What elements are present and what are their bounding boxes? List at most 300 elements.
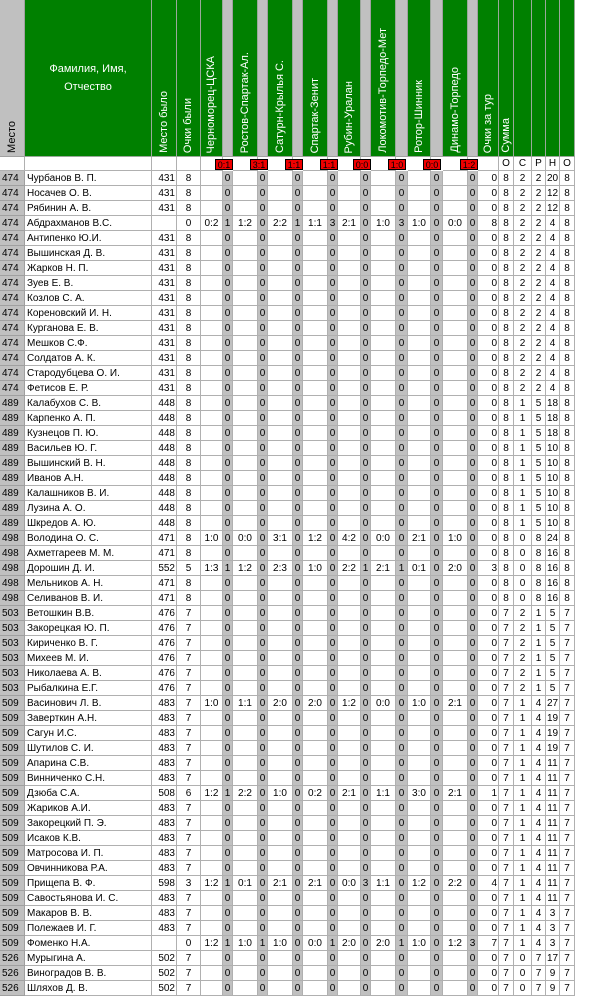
header-blank[interactable] bbox=[560, 0, 575, 157]
row-match-points[interactable]: 0 bbox=[361, 951, 371, 966]
match-result-6[interactable]: 1:0 bbox=[388, 159, 406, 170]
row-prediction[interactable] bbox=[408, 306, 431, 321]
row-prediction[interactable] bbox=[303, 231, 328, 246]
row-sum[interactable]: 8 bbox=[499, 261, 514, 276]
row-match-points[interactable]: 0 bbox=[396, 711, 408, 726]
row-prediction[interactable] bbox=[233, 366, 258, 381]
row-stat[interactable]: 7 bbox=[560, 816, 575, 831]
row-prediction[interactable]: 1:0 bbox=[201, 696, 223, 711]
row-prediction[interactable] bbox=[201, 471, 223, 486]
row-prediction[interactable] bbox=[268, 441, 293, 456]
row-match-points[interactable]: 0 bbox=[293, 561, 303, 576]
row-match-points[interactable]: 0 bbox=[468, 981, 478, 996]
row-prediction[interactable] bbox=[443, 741, 468, 756]
row-sum[interactable]: 7 bbox=[499, 786, 514, 801]
row-match-points[interactable]: 0 bbox=[468, 786, 478, 801]
row-match-points[interactable]: 0 bbox=[361, 591, 371, 606]
row-match-points[interactable]: 0 bbox=[223, 696, 233, 711]
row-match-points[interactable]: 0 bbox=[468, 336, 478, 351]
row-place-was[interactable]: 448 bbox=[152, 411, 177, 426]
row-match-points[interactable]: 0 bbox=[361, 501, 371, 516]
row-prediction[interactable] bbox=[371, 891, 396, 906]
row-prediction[interactable] bbox=[408, 891, 431, 906]
row-stat[interactable]: 1 bbox=[514, 456, 532, 471]
row-sum[interactable]: 7 bbox=[499, 681, 514, 696]
row-prediction[interactable] bbox=[371, 966, 396, 981]
row-prediction[interactable] bbox=[268, 801, 293, 816]
row-stat[interactable]: 2 bbox=[532, 201, 546, 216]
row-sum[interactable]: 7 bbox=[499, 966, 514, 981]
row-place-was[interactable]: 471 bbox=[152, 591, 177, 606]
row-prediction[interactable] bbox=[408, 396, 431, 411]
row-match-points[interactable]: 0 bbox=[361, 516, 371, 531]
row-match-points[interactable]: 0 bbox=[293, 981, 303, 996]
row-stat[interactable]: 1 bbox=[514, 861, 532, 876]
row-place-was[interactable]: 448 bbox=[152, 516, 177, 531]
row-match-points[interactable]: 0 bbox=[468, 831, 478, 846]
row-prediction[interactable] bbox=[233, 471, 258, 486]
match-result-5[interactable]: 0:0 bbox=[353, 159, 371, 170]
row-match-points[interactable]: 0 bbox=[468, 276, 478, 291]
row-sum[interactable]: 7 bbox=[499, 816, 514, 831]
row-match-points[interactable]: 0 bbox=[396, 231, 408, 246]
row-place-was[interactable]: 483 bbox=[152, 831, 177, 846]
row-prediction[interactable] bbox=[408, 606, 431, 621]
row-prediction[interactable] bbox=[201, 591, 223, 606]
row-match-points[interactable]: 0 bbox=[431, 531, 443, 546]
row-prediction[interactable] bbox=[443, 951, 468, 966]
row-prediction[interactable] bbox=[268, 486, 293, 501]
subheader-blank[interactable] bbox=[152, 157, 177, 171]
row-match-points[interactable]: 0 bbox=[431, 636, 443, 651]
row-match-points[interactable]: 0 bbox=[468, 291, 478, 306]
row-match-points[interactable]: 0 bbox=[396, 726, 408, 741]
header-match-points-7[interactable] bbox=[431, 0, 443, 157]
row-prediction[interactable] bbox=[201, 276, 223, 291]
row-points-were[interactable]: 7 bbox=[177, 816, 201, 831]
row-match-points[interactable]: 0 bbox=[361, 471, 371, 486]
row-prediction[interactable] bbox=[303, 246, 328, 261]
row-prediction[interactable] bbox=[201, 351, 223, 366]
header-sum[interactable] bbox=[499, 0, 514, 157]
row-place[interactable]: 503 bbox=[0, 621, 25, 636]
row-match-points[interactable]: 0 bbox=[328, 351, 338, 366]
row-match-points[interactable]: 0 bbox=[258, 636, 268, 651]
row-prediction[interactable] bbox=[371, 231, 396, 246]
row-prediction[interactable] bbox=[443, 666, 468, 681]
row-stat[interactable]: 5 bbox=[532, 486, 546, 501]
row-match-points[interactable]: 0 bbox=[223, 411, 233, 426]
row-match-points[interactable]: 0 bbox=[223, 681, 233, 696]
row-place[interactable]: 474 bbox=[0, 216, 25, 231]
row-match-points[interactable]: 0 bbox=[328, 741, 338, 756]
row-prediction[interactable] bbox=[338, 846, 361, 861]
row-prediction[interactable] bbox=[201, 831, 223, 846]
row-stat[interactable]: 2 bbox=[514, 366, 532, 381]
row-tour-points[interactable]: 0 bbox=[478, 456, 499, 471]
row-prediction[interactable] bbox=[303, 756, 328, 771]
row-prediction[interactable]: 0:0 bbox=[443, 216, 468, 231]
row-name[interactable]: Зуев Е. В. bbox=[25, 276, 152, 291]
row-match-points[interactable]: 0 bbox=[468, 606, 478, 621]
row-prediction[interactable] bbox=[338, 606, 361, 621]
row-match-points[interactable]: 0 bbox=[328, 621, 338, 636]
row-match-points[interactable]: 0 bbox=[431, 666, 443, 681]
row-place[interactable]: 474 bbox=[0, 276, 25, 291]
row-place-was[interactable]: 476 bbox=[152, 606, 177, 621]
row-prediction[interactable] bbox=[371, 306, 396, 321]
row-match-points[interactable]: 0 bbox=[293, 771, 303, 786]
row-place-was[interactable]: 598 bbox=[152, 876, 177, 891]
row-place-was[interactable]: 483 bbox=[152, 801, 177, 816]
header-name[interactable]: Фамилия, Имя, Отчество bbox=[25, 0, 152, 157]
row-points-were[interactable]: 5 bbox=[177, 561, 201, 576]
row-match-points[interactable]: 0 bbox=[431, 516, 443, 531]
row-match-points[interactable]: 0 bbox=[431, 621, 443, 636]
row-place[interactable]: 489 bbox=[0, 471, 25, 486]
row-match-points[interactable]: 0 bbox=[223, 666, 233, 681]
row-prediction[interactable] bbox=[233, 336, 258, 351]
row-match-points[interactable]: 0 bbox=[431, 591, 443, 606]
row-match-points[interactable]: 0 bbox=[468, 921, 478, 936]
row-match-points[interactable]: 0 bbox=[223, 861, 233, 876]
row-prediction[interactable] bbox=[338, 411, 361, 426]
row-match-points[interactable]: 0 bbox=[396, 531, 408, 546]
row-prediction[interactable]: 2:2 bbox=[268, 216, 293, 231]
row-place[interactable]: 474 bbox=[0, 381, 25, 396]
row-prediction[interactable] bbox=[408, 576, 431, 591]
row-prediction[interactable] bbox=[338, 171, 361, 186]
row-prediction[interactable] bbox=[338, 381, 361, 396]
row-stat[interactable]: 7 bbox=[560, 951, 575, 966]
row-prediction[interactable] bbox=[303, 456, 328, 471]
row-prediction[interactable] bbox=[201, 381, 223, 396]
row-prediction[interactable] bbox=[443, 426, 468, 441]
row-match-points[interactable]: 0 bbox=[328, 291, 338, 306]
row-match-points[interactable]: 0 bbox=[396, 576, 408, 591]
row-prediction[interactable] bbox=[233, 906, 258, 921]
row-place-was[interactable]: 431 bbox=[152, 306, 177, 321]
row-prediction[interactable] bbox=[201, 201, 223, 216]
row-name[interactable]: Карпенко А. П. bbox=[25, 411, 152, 426]
row-stat[interactable]: 7 bbox=[532, 966, 546, 981]
row-place-was[interactable]: 483 bbox=[152, 921, 177, 936]
row-name[interactable]: Шляхов Д. В. bbox=[25, 981, 152, 996]
row-prediction[interactable] bbox=[201, 411, 223, 426]
row-match-points[interactable]: 0 bbox=[223, 741, 233, 756]
row-match-points[interactable]: 0 bbox=[468, 846, 478, 861]
row-stat[interactable]: 7 bbox=[560, 621, 575, 636]
row-match-points[interactable]: 0 bbox=[223, 186, 233, 201]
row-sum[interactable]: 8 bbox=[499, 321, 514, 336]
row-points-were[interactable]: 7 bbox=[177, 891, 201, 906]
row-match-points[interactable]: 0 bbox=[293, 306, 303, 321]
row-prediction[interactable] bbox=[443, 486, 468, 501]
row-prediction[interactable]: 1:2 bbox=[201, 936, 223, 951]
row-match-points[interactable]: 0 bbox=[396, 186, 408, 201]
row-sum[interactable]: 8 bbox=[499, 381, 514, 396]
row-prediction[interactable] bbox=[338, 771, 361, 786]
stat-label[interactable]: О bbox=[560, 157, 575, 171]
row-points-were[interactable]: 8 bbox=[177, 261, 201, 276]
row-points-were[interactable]: 7 bbox=[177, 741, 201, 756]
row-prediction[interactable] bbox=[371, 921, 396, 936]
row-prediction[interactable] bbox=[201, 861, 223, 876]
row-prediction[interactable] bbox=[201, 966, 223, 981]
row-prediction[interactable] bbox=[443, 861, 468, 876]
row-match-points[interactable]: 0 bbox=[223, 891, 233, 906]
row-prediction[interactable]: 2:2 bbox=[338, 561, 361, 576]
row-match-points[interactable]: 0 bbox=[396, 471, 408, 486]
row-prediction[interactable] bbox=[268, 411, 293, 426]
row-prediction[interactable] bbox=[338, 351, 361, 366]
row-match-points[interactable]: 0 bbox=[223, 246, 233, 261]
row-match-points[interactable]: 0 bbox=[258, 261, 268, 276]
row-prediction[interactable]: 1:3 bbox=[201, 561, 223, 576]
row-prediction[interactable] bbox=[443, 651, 468, 666]
row-prediction[interactable] bbox=[303, 171, 328, 186]
row-points-were[interactable]: 7 bbox=[177, 726, 201, 741]
row-match-points[interactable]: 3 bbox=[328, 216, 338, 231]
row-match-points[interactable]: 0 bbox=[361, 321, 371, 336]
row-sum[interactable]: 7 bbox=[499, 876, 514, 891]
row-stat[interactable]: 10 bbox=[547, 443, 559, 454]
row-prediction[interactable] bbox=[268, 246, 293, 261]
row-stat[interactable]: 1 bbox=[514, 441, 532, 456]
row-sum[interactable]: 7 bbox=[499, 906, 514, 921]
row-match-points[interactable]: 0 bbox=[361, 291, 371, 306]
row-match-points[interactable]: 1 bbox=[223, 936, 233, 951]
row-prediction[interactable] bbox=[303, 366, 328, 381]
row-place[interactable]: 489 bbox=[0, 441, 25, 456]
row-match-points[interactable]: 0 bbox=[293, 741, 303, 756]
row-prediction[interactable] bbox=[303, 591, 328, 606]
row-place[interactable]: 498 bbox=[0, 561, 25, 576]
row-place-was[interactable]: 431 bbox=[152, 186, 177, 201]
row-place[interactable]: 474 bbox=[0, 321, 25, 336]
row-prediction[interactable] bbox=[303, 816, 328, 831]
row-match-points[interactable]: 0 bbox=[431, 426, 443, 441]
row-stat[interactable]: 7 bbox=[560, 741, 575, 756]
row-sum[interactable]: 8 bbox=[499, 591, 514, 606]
row-match-points[interactable]: 0 bbox=[431, 486, 443, 501]
row-prediction[interactable] bbox=[408, 726, 431, 741]
row-prediction[interactable] bbox=[233, 681, 258, 696]
row-name[interactable]: Фетисов Е. Р. bbox=[25, 381, 152, 396]
row-prediction[interactable] bbox=[201, 246, 223, 261]
row-prediction[interactable] bbox=[338, 621, 361, 636]
row-stat[interactable]: 1 bbox=[514, 516, 532, 531]
row-prediction[interactable] bbox=[338, 456, 361, 471]
row-prediction[interactable] bbox=[233, 651, 258, 666]
row-place[interactable]: 503 bbox=[0, 651, 25, 666]
row-match-points[interactable]: 0 bbox=[223, 516, 233, 531]
row-match-points[interactable]: 0 bbox=[468, 231, 478, 246]
row-place[interactable]: 509 bbox=[0, 831, 25, 846]
row-prediction[interactable] bbox=[268, 666, 293, 681]
row-match-points[interactable]: 0 bbox=[293, 261, 303, 276]
row-sum[interactable]: 8 bbox=[499, 171, 514, 186]
row-match-points[interactable]: 0 bbox=[223, 381, 233, 396]
row-match-points[interactable]: 0 bbox=[431, 576, 443, 591]
row-sum[interactable]: 8 bbox=[499, 276, 514, 291]
row-tour-points[interactable]: 0 bbox=[478, 606, 499, 621]
row-name[interactable]: Носачев О. В. bbox=[25, 186, 152, 201]
row-prediction[interactable] bbox=[201, 711, 223, 726]
row-prediction[interactable] bbox=[371, 741, 396, 756]
row-match-points[interactable]: 0 bbox=[468, 501, 478, 516]
row-stat[interactable]: 5 bbox=[532, 471, 546, 486]
row-match-points[interactable]: 0 bbox=[293, 936, 303, 951]
row-stat[interactable]: 4 bbox=[532, 786, 546, 801]
row-stat[interactable]: 4 bbox=[532, 936, 546, 951]
row-sum[interactable]: 7 bbox=[499, 741, 514, 756]
row-prediction[interactable] bbox=[338, 501, 361, 516]
row-points-were[interactable]: 7 bbox=[177, 906, 201, 921]
row-match-points[interactable]: 0 bbox=[396, 201, 408, 216]
row-stat[interactable]: 1 bbox=[514, 906, 532, 921]
row-place-was[interactable]: 431 bbox=[152, 351, 177, 366]
row-prediction[interactable] bbox=[338, 546, 361, 561]
row-prediction[interactable] bbox=[233, 486, 258, 501]
row-match-points[interactable]: 0 bbox=[361, 636, 371, 651]
row-name[interactable]: Жарков Н. П. bbox=[25, 261, 152, 276]
row-stat[interactable]: 8 bbox=[560, 261, 575, 276]
row-prediction[interactable] bbox=[443, 351, 468, 366]
row-match-points[interactable]: 0 bbox=[431, 891, 443, 906]
header-match-6[interactable] bbox=[371, 0, 396, 157]
row-stat[interactable]: 1 bbox=[514, 396, 532, 411]
row-match-points[interactable]: 0 bbox=[258, 396, 268, 411]
row-name[interactable]: Селиванов В. И. bbox=[25, 591, 152, 606]
row-name[interactable]: Мельников А. Н. bbox=[25, 576, 152, 591]
row-match-points[interactable]: 0 bbox=[293, 816, 303, 831]
row-match-points[interactable]: 0 bbox=[258, 471, 268, 486]
row-place-was[interactable]: 508 bbox=[152, 786, 177, 801]
row-prediction[interactable] bbox=[371, 291, 396, 306]
row-stat[interactable]: 2 bbox=[514, 216, 532, 231]
row-name[interactable]: Николаева А. В. bbox=[25, 666, 152, 681]
row-prediction[interactable] bbox=[268, 456, 293, 471]
row-place[interactable]: 509 bbox=[0, 756, 25, 771]
row-prediction[interactable] bbox=[371, 471, 396, 486]
row-stat[interactable]: 19 bbox=[547, 728, 559, 739]
row-tour-points[interactable]: 0 bbox=[478, 591, 499, 606]
row-sum[interactable]: 7 bbox=[499, 636, 514, 651]
row-stat[interactable]: 2 bbox=[514, 321, 532, 336]
row-match-points[interactable]: 0 bbox=[361, 261, 371, 276]
row-prediction[interactable] bbox=[443, 576, 468, 591]
row-stat[interactable]: 5 bbox=[532, 441, 546, 456]
row-place-was[interactable]: 431 bbox=[152, 336, 177, 351]
row-prediction[interactable] bbox=[268, 741, 293, 756]
row-tour-points[interactable]: 0 bbox=[478, 186, 499, 201]
row-match-points[interactable]: 0 bbox=[431, 861, 443, 876]
row-match-points[interactable]: 0 bbox=[431, 561, 443, 576]
row-place[interactable]: 489 bbox=[0, 501, 25, 516]
row-place-was[interactable]: 483 bbox=[152, 891, 177, 906]
row-match-points[interactable]: 0 bbox=[258, 651, 268, 666]
row-prediction[interactable] bbox=[338, 516, 361, 531]
row-stat[interactable]: 8 bbox=[560, 501, 575, 516]
row-match-points[interactable]: 0 bbox=[223, 756, 233, 771]
row-match-points[interactable]: 0 bbox=[361, 546, 371, 561]
row-match-points[interactable]: 0 bbox=[223, 426, 233, 441]
row-stat[interactable]: 11 bbox=[546, 831, 560, 846]
row-prediction[interactable] bbox=[408, 471, 431, 486]
row-stat[interactable]: 2 bbox=[514, 246, 532, 261]
row-sum[interactable]: 8 bbox=[499, 441, 514, 456]
header-match-points-8[interactable] bbox=[468, 0, 478, 157]
row-stat[interactable]: 16 bbox=[547, 593, 559, 604]
row-match-points[interactable]: 0 bbox=[468, 531, 478, 546]
row-place[interactable]: 526 bbox=[0, 981, 25, 996]
row-match-points[interactable]: 0 bbox=[293, 966, 303, 981]
row-match-points[interactable]: 0 bbox=[258, 291, 268, 306]
row-points-were[interactable]: 8 bbox=[177, 411, 201, 426]
row-prediction[interactable] bbox=[268, 846, 293, 861]
row-stat[interactable]: 2 bbox=[514, 336, 532, 351]
row-match-points[interactable]: 0 bbox=[328, 561, 338, 576]
row-sum[interactable]: 7 bbox=[499, 696, 514, 711]
row-match-points[interactable]: 0 bbox=[468, 321, 478, 336]
row-prediction[interactable] bbox=[268, 951, 293, 966]
row-stat[interactable]: 9 bbox=[546, 966, 560, 981]
row-prediction[interactable] bbox=[233, 261, 258, 276]
row-tour-points[interactable]: 0 bbox=[478, 426, 499, 441]
row-match-points[interactable]: 0 bbox=[293, 321, 303, 336]
row-match-points[interactable]: 0 bbox=[293, 546, 303, 561]
row-prediction[interactable] bbox=[233, 621, 258, 636]
row-place-was[interactable] bbox=[152, 216, 177, 231]
row-prediction[interactable] bbox=[268, 321, 293, 336]
row-sum[interactable]: 8 bbox=[499, 351, 514, 366]
row-match-points[interactable]: 0 bbox=[293, 621, 303, 636]
row-sum[interactable]: 8 bbox=[499, 516, 514, 531]
row-match-points[interactable]: 0 bbox=[431, 396, 443, 411]
row-prediction[interactable] bbox=[408, 906, 431, 921]
row-prediction[interactable] bbox=[201, 726, 223, 741]
row-match-points[interactable]: 0 bbox=[223, 981, 233, 996]
row-place[interactable]: 498 bbox=[0, 546, 25, 561]
row-prediction[interactable]: 1:0 bbox=[268, 786, 293, 801]
row-tour-points[interactable]: 0 bbox=[478, 771, 499, 786]
row-match-points[interactable]: 0 bbox=[361, 861, 371, 876]
row-prediction[interactable]: 1:2 bbox=[443, 936, 468, 951]
row-stat[interactable]: 4 bbox=[546, 351, 560, 366]
row-stat[interactable]: 11 bbox=[546, 771, 560, 786]
row-name[interactable]: Ветошкин В.В. bbox=[25, 606, 152, 621]
row-place-was[interactable]: 502 bbox=[152, 951, 177, 966]
row-prediction[interactable] bbox=[303, 351, 328, 366]
row-match-points[interactable]: 0 bbox=[258, 756, 268, 771]
row-prediction[interactable] bbox=[268, 516, 293, 531]
row-stat[interactable]: 4 bbox=[532, 861, 546, 876]
row-prediction[interactable] bbox=[338, 921, 361, 936]
row-match-points[interactable]: 0 bbox=[223, 771, 233, 786]
row-stat[interactable]: 11 bbox=[546, 861, 560, 876]
row-match-points[interactable]: 0 bbox=[258, 576, 268, 591]
row-prediction[interactable] bbox=[408, 276, 431, 291]
row-prediction[interactable] bbox=[233, 711, 258, 726]
row-match-points[interactable]: 0 bbox=[396, 981, 408, 996]
row-prediction[interactable] bbox=[408, 681, 431, 696]
row-prediction[interactable] bbox=[268, 396, 293, 411]
row-match-points[interactable]: 0 bbox=[361, 756, 371, 771]
row-place[interactable]: 489 bbox=[0, 411, 25, 426]
row-name[interactable]: Исаков К.В. bbox=[25, 831, 152, 846]
row-match-points[interactable]: 0 bbox=[431, 261, 443, 276]
